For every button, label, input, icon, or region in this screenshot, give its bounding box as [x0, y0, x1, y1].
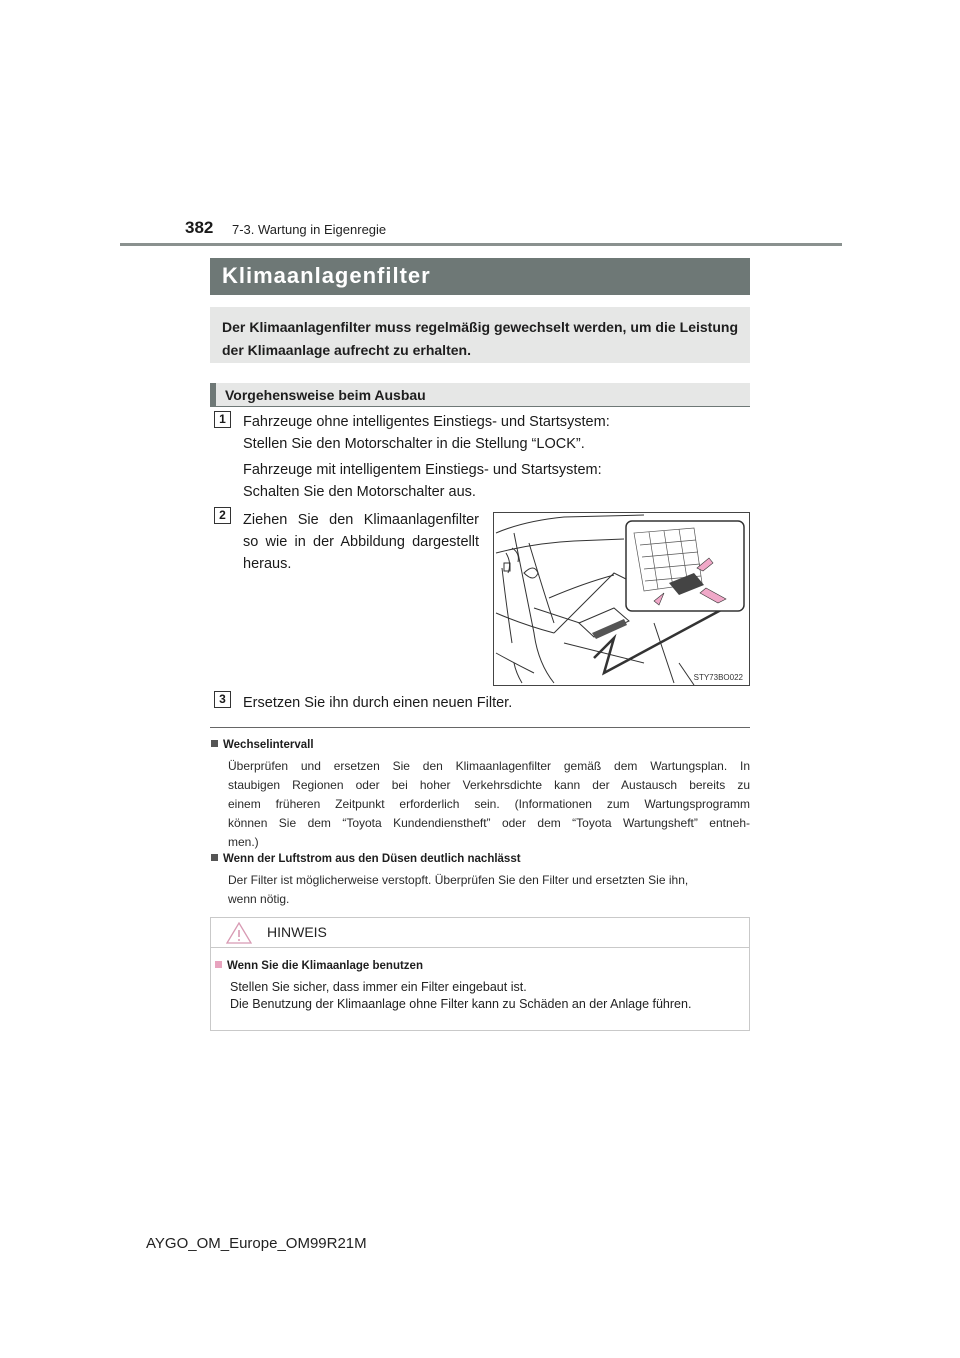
note-line: einem früheren Zeitpunkt erforderlich sein. (Informationen zum Wartungsprogramm: [228, 797, 750, 811]
notice-label: HINWEIS: [267, 924, 327, 940]
warning-triangle-icon: [226, 922, 252, 944]
note-title: [211, 739, 314, 751]
step-1-line: Stellen Sie den Motorschalter in die Stellung “LOCK”.: [243, 436, 585, 452]
step-2-line: Ziehen Sie den Klimaanlagenfilter: [243, 512, 479, 528]
procedure-heading: [210, 383, 750, 407]
note-title-text: Wenn der Luftstrom aus den Düsen deutlich nachlässt: [223, 853, 521, 865]
note-body: [228, 757, 750, 852]
step-number-2: 2: [214, 507, 231, 524]
note-line: Der Filter ist möglicherweise verstopft. Überprüfen Sie den Filter und ersetzten Sie ihn,: [228, 873, 689, 887]
step-3-line: Ersetzen Sie ihn durch einen neuen Filter.: [243, 695, 513, 711]
page-title: Klimaanlagenfilter: [210, 258, 750, 295]
step-2-text: [243, 509, 479, 575]
notice-header: [211, 918, 749, 948]
note-title: [211, 853, 521, 865]
square-bullet-icon: [211, 854, 218, 861]
notice-title: [215, 960, 423, 972]
notice-title-text: Wenn Sie die Klimaanlage benutzen: [227, 960, 423, 972]
step-1-line: Schalten Sie den Motorschalter aus.: [243, 484, 476, 500]
step-1-line: Fahrzeuge ohne intelligentes Einstiegs- und Startsystem:: [243, 414, 610, 430]
section-label: 7-3. Wartung in Eigenregie: [232, 222, 387, 237]
note-title-text: Wechselintervall: [223, 739, 314, 751]
notice-line: Die Benutzung der Klimaanlage ohne Filter kann zu Schäden an der Anlage führen.: [230, 997, 692, 1011]
filter-removal-illustration: [493, 512, 750, 686]
step-2-line: so wie in der Abbildung dargestellt: [243, 534, 479, 550]
dashboard-drawing: [494, 513, 749, 685]
step-number-3: 3: [214, 691, 231, 708]
note-line: können Sie dem “Toyota Kundendienstheft” oder dem “Toyota Wartungsheft” entneh-: [228, 816, 750, 830]
procedure-heading-label: Vorgehensweise beim Ausbau: [225, 387, 426, 403]
note-wechselintervall: [211, 739, 314, 751]
notice-line: Stellen Sie sicher, dass immer ein Filter eingebaut ist.: [230, 980, 527, 994]
footer-doc-id: AYGO_OM_Europe_OM99R21M: [146, 1235, 367, 1252]
notice-box: [210, 917, 750, 1031]
heading-accent: [210, 383, 216, 406]
note-body: [228, 871, 750, 909]
square-bullet-icon: [215, 961, 222, 968]
note-line: staubigen Regionen oder bei hoher Verkehrsdichte kann der Austausch bereits zu: [228, 778, 750, 792]
notice-body: [230, 979, 691, 1013]
step-number-1: 1: [214, 411, 231, 428]
step-3-text: [243, 692, 512, 714]
intro-box: Der Klimaanlagenfilter muss regelmäßig gewechselt werden, um die Leistung der Klimaanlage aufrecht zu erhalten.: [210, 307, 750, 363]
illustration-code: STY73BO022: [693, 673, 743, 682]
page-number: 382: [185, 218, 214, 237]
step-2-line: heraus.: [243, 556, 292, 572]
note-line: wenn nötig.: [228, 892, 290, 906]
note-line: Überprüfen und ersetzen Sie den Klimaanlagenfilter gemäß dem Wartungsplan. In: [228, 759, 750, 773]
square-bullet-icon: [211, 740, 218, 747]
step-1-line: Fahrzeuge mit intelligentem Einstiegs- und Startsystem:: [243, 462, 602, 478]
note-luftstrom: [211, 853, 521, 865]
filter-cartridge: [579, 608, 629, 639]
note-line: men.): [228, 835, 259, 849]
step-1-text: [243, 411, 610, 503]
header-rule: [120, 243, 842, 246]
section-divider: [210, 727, 750, 728]
